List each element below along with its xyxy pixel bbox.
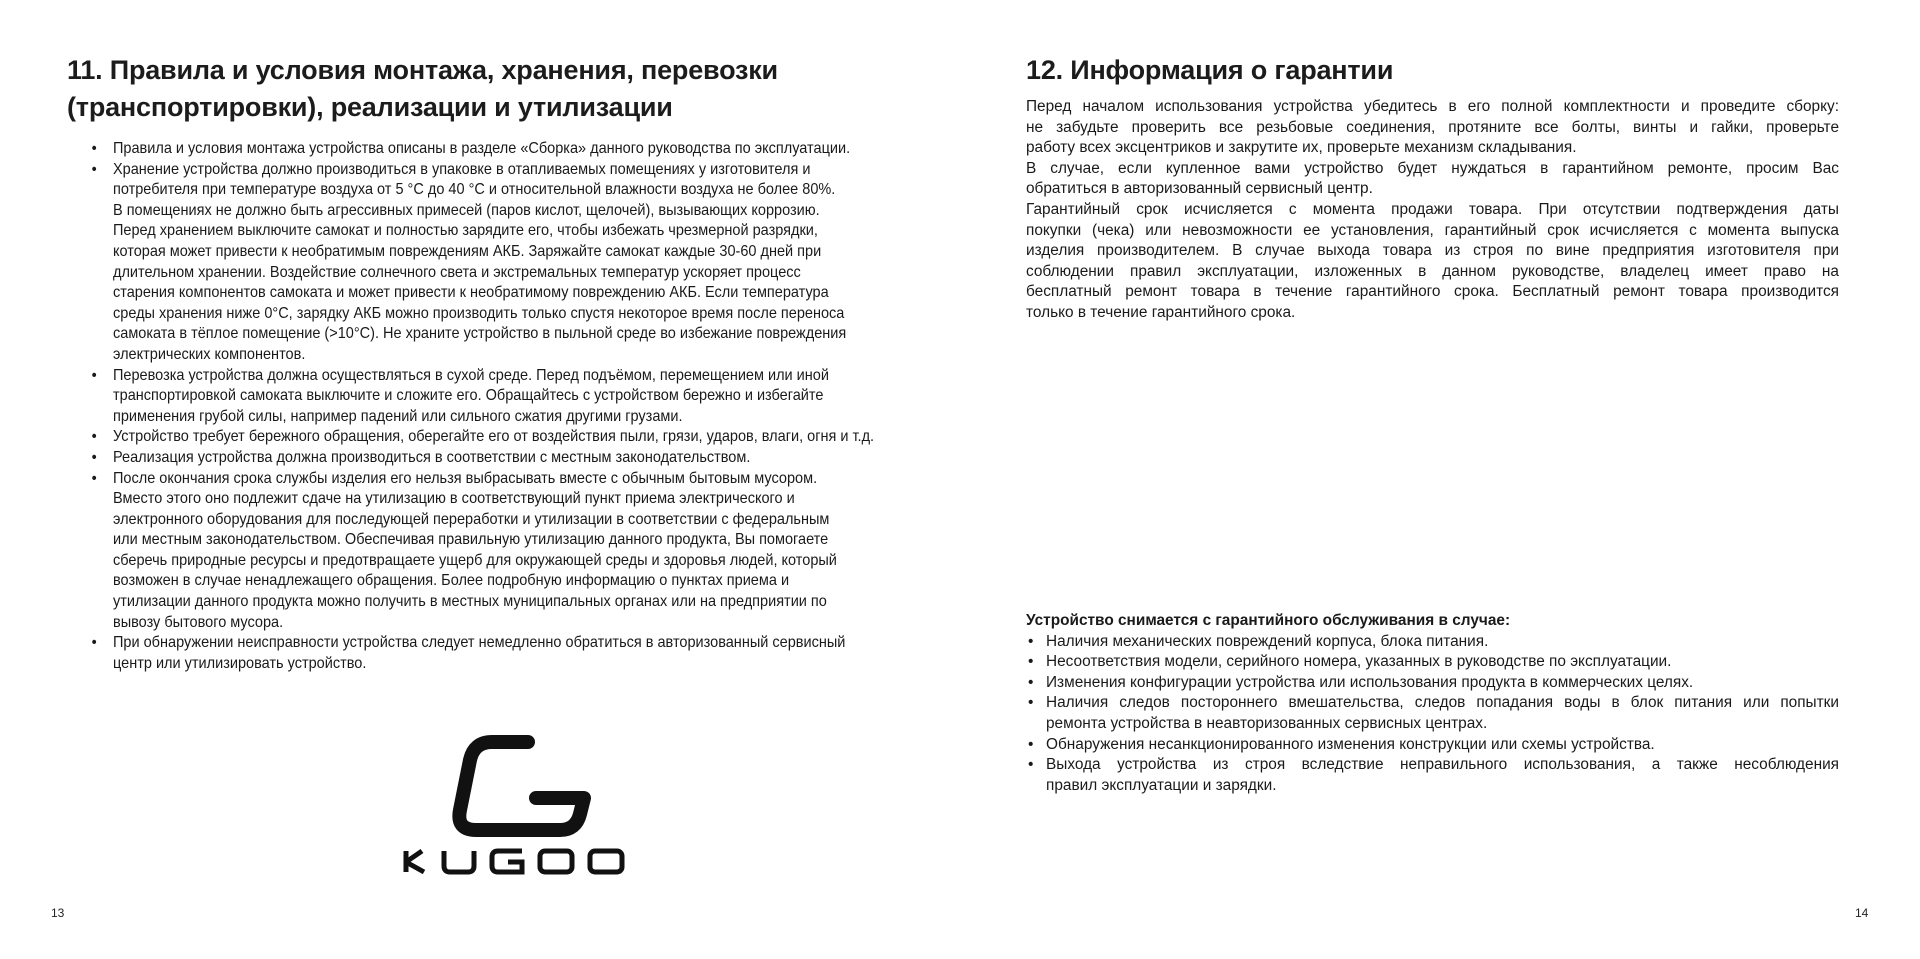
text-line: обратиться в авторизованный сервисный центр.	[1026, 180, 1373, 198]
text-line: изделия производителем. В случае выхода товара из строя по вине предприятия изготовителя при	[1026, 242, 1839, 260]
list-item	[91, 448, 848, 469]
paragraph	[1026, 200, 1839, 324]
exclusion-item	[1028, 632, 1839, 653]
text-line: Правила и условия монтажа устройства описаны в разделе «Сборка» данного руководства по эксплуатации.	[113, 140, 851, 157]
text-line: только в течение гарантийного срока.	[1026, 303, 1296, 321]
text-line: длительном хранении. Воздействие солнечного света и экстремальных температур ускоряет процесс	[113, 263, 801, 281]
text-line: Перед хранением выключите самокат и полностью зарядите его, чтобы избежать чрезмерной разрядки,	[113, 222, 818, 240]
section-12-title: 12. Информация о гарантии	[1026, 55, 1394, 85]
bullet-icon: •	[91, 366, 97, 384]
text-line: возможен в случае ненадлежащего обращения. Более подробную информацию о пунктах приема и	[113, 572, 790, 590]
text-line: или местным законодательством. Обеспечивая правильную утилизацию данного продукта, Вы помогаете	[113, 531, 829, 549]
text-line: электрических компонентов.	[113, 345, 306, 363]
page-number: 14	[1855, 906, 1869, 920]
bullet-icon: •	[91, 634, 97, 652]
list-item	[91, 469, 848, 634]
list-item	[91, 366, 848, 428]
bullet-icon: •	[1028, 673, 1034, 691]
bullet-icon: •	[1028, 653, 1034, 671]
text-line: В помещениях не должно быть агрессивных примесей (паров кислот, щелочей), вызывающих коррозию.	[113, 201, 820, 219]
text-line: правил эксплуатации и зарядки.	[1046, 776, 1277, 794]
paragraph	[1026, 97, 1839, 159]
text-line: После окончания срока службы изделия его нельзя выбрасывать вместе с обычным бытовым мусором.	[113, 469, 818, 487]
text-line: центр или утилизировать устройство.	[113, 654, 367, 672]
bullet-icon: •	[1028, 694, 1034, 712]
bullet-icon: •	[91, 448, 97, 466]
list-item	[91, 633, 848, 674]
text-line: сберечь природные ресурсы и предотвращаете ущерб для окружающей среды и здоровья людей, который	[113, 551, 837, 569]
text-line: Вместо этого оно подлежит сдаче на утилизацию в соответствующий пункт приема электрического и	[113, 490, 795, 508]
exclusions-heading: Устройство снимается с гарантийного обслуживания в случае:	[1026, 612, 1511, 629]
text-line: вывозу бытового мусора.	[113, 613, 284, 631]
warranty-paragraphs	[1026, 97, 1839, 324]
logo-wordmark	[406, 851, 622, 872]
text-line: Наличия следов постороннего вмешательства, следов попадания воды в блок питания или попытки	[1046, 694, 1839, 712]
text-line: Несоответствия модели, серийного номера, указанных в руководстве по эксплуатации.	[1046, 653, 1672, 671]
text-line: утилизации данного продукта можно получить в местных муниципальных органах или на предприятии по	[113, 593, 827, 611]
section-11-title	[67, 52, 778, 126]
text-line: покупки (чека) или невозможности ее установления, гарантийный срок исчисляется с момента выпуска	[1026, 221, 1839, 239]
bullet-icon: •	[91, 469, 97, 487]
text-line: ремонта устройства в неавторизованных сервисных центрах.	[1046, 714, 1488, 732]
text-line: старения компонентов самоката и может привести к необратимому повреждению АКБ. Если температура	[113, 284, 829, 302]
bullet-icon: •	[91, 160, 97, 178]
text-line: Выхода устройства из строя вследствие неправильного использования, а также несоблюдения	[1046, 756, 1839, 774]
title-line: 11. Правила и условия монтажа, хранения, перевозки	[67, 55, 778, 85]
warranty-exclusions	[1026, 611, 1839, 796]
text-line: Наличия механических повреждений корпуса, блока питания.	[1046, 632, 1489, 650]
paragraph	[1026, 159, 1839, 200]
bullet-icon: •	[1028, 735, 1034, 753]
title-line: (транспортировки), реализации и утилизации	[67, 92, 673, 122]
text-line: электронного оборудования для последующей переработки и утилизации в соответствии с федеральным	[113, 510, 830, 528]
bullet-icon: •	[1028, 632, 1034, 650]
exclusion-item	[1028, 735, 1839, 756]
text-line: среды хранения ниже 0°C, зарядку АКБ можно производить только спустя некоторое время после переноса	[113, 304, 845, 322]
exclusion-item	[1028, 673, 1839, 694]
text-line: Гарантийный срок исчисляется с момента продажи товара. При отсутствии подтверждения даты	[1026, 200, 1839, 218]
section-11-list	[91, 139, 875, 674]
text-line: Реализация устройства должна производиться в соответствии с местным законодательством.	[113, 448, 751, 466]
list-item	[91, 139, 851, 160]
text-line: бесплатный ремонт товара в течение гарантийного срока. Бесплатный ремонт товара производится	[1026, 283, 1839, 301]
text-line: не забудьте проверить все резьбовые соединения, протяните все болты, винты и гайки, проверьте	[1026, 118, 1839, 136]
text-line: транспортировкой самоката выключите и сложите его. Обращайтесь с устройством бережно и избегайте	[113, 387, 824, 405]
exclusion-item	[1028, 755, 1839, 796]
bullet-icon: •	[91, 428, 97, 446]
text-line: Хранение устройства должно производиться в упаковке в отапливаемых помещениях у изготовителя и	[113, 160, 811, 178]
text-line: При обнаружении неисправности устройства следует немедленно обратиться в авторизованный сервисный	[113, 634, 846, 652]
text-line: работу всех эксцентриков и закрутите их, проверьте механизм складывания.	[1026, 139, 1577, 157]
text-line: которая может привести к необратимым повреждениям АКБ. Заряжайте самокат каждые 30-60 дней при	[113, 242, 822, 260]
text-line: самоката в тёплое помещение (>10°C). Не храните устройство в пыльной среде во избежание повреждения	[113, 325, 847, 343]
text-line: Обнаружения несанкционированного изменения конструкции или схемы устройства.	[1046, 735, 1655, 753]
text-line: Устройство требует бережного обращения, оберегайте его от воздействия пыли, грязи, ударов, влаги, огня и т.д.	[113, 428, 875, 446]
bullet-icon: •	[1028, 756, 1034, 774]
logo-g-mark	[459, 742, 584, 830]
bullet-icon: •	[91, 140, 97, 157]
page-number: 13	[51, 906, 65, 920]
text-line: Перевозка устройства должна осуществляться в сухой среде. Перед подъёмом, перемещением или иной	[113, 366, 829, 384]
list-item	[91, 427, 875, 448]
list-item	[91, 160, 848, 366]
text-line: потребителя при температуре воздуха от 5 °C до 40 °C и относительной влажности воздуха не более 80%.	[113, 181, 836, 199]
text-line: В случае, если купленное вами устройство будет нуждаться в гарантийном ремонте, просим Вас	[1026, 159, 1839, 177]
text-line: соблюдении правил эксплуатации, изложенных в данном руководстве, владелец имеет право на	[1026, 262, 1839, 280]
text-line: Изменения конфигурации устройства или использования продукта в коммерческих целях.	[1046, 673, 1694, 691]
exclusion-item	[1028, 652, 1839, 673]
kugoo-logo	[400, 726, 645, 876]
text-line: Перед началом использования устройства убедитесь в его полной комплектности и проведите сборку:	[1026, 98, 1839, 115]
text-line: применения грубой силы, например падений или сильного сжатия другими грузами.	[113, 407, 683, 425]
exclusion-item	[1028, 693, 1839, 734]
